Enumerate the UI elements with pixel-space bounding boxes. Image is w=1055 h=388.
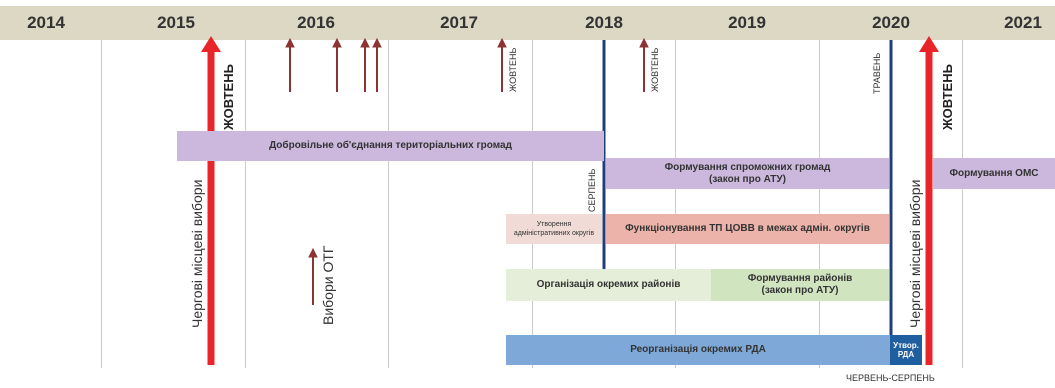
otg-arrowhead-4 [373,39,381,47]
marker-may-2020: ТРАВЕНЬ [872,52,882,94]
otg-elections-arrowhead [309,249,317,257]
otg-arrowhead-6 [640,39,648,47]
marker-october-2015: ЖОВТЕНЬ [221,64,236,130]
election-arrowhead-2020 [919,36,939,52]
footnote-june-august: ЧЕРВЕНЬ-СЕРПЕНЬ [846,373,935,383]
bar-districts-law: Формування районів (закон про АТУ) [711,269,889,301]
marker-october-2018: ЖОВТЕНЬ [650,47,660,92]
bar-oms-formation: Формування ОМС [933,158,1055,189]
otg-arrowhead-5 [498,39,506,47]
marker-october-2017: ЖОВТЕНЬ [508,47,518,92]
election-arrowhead-2015 [201,36,221,52]
bar-admin-districts: Утворення адміністративних округів [506,214,602,244]
marker-october-2020: ЖОВТЕНЬ [940,64,955,130]
year-label-2014: 2014 [27,13,65,32]
bar-tp-tsovv: Функціонування ТП ЦОВВ в межах адмін. округів [606,214,889,244]
bar-create-rda: Утвор. РДА [890,335,922,365]
label-elections-2015: Чергові місцеві вибори [189,179,205,328]
bar-voluntary-unification: Добровільне об'єднання територіальних громад [177,131,604,161]
year-label-2021: 2021 [1004,13,1042,32]
year-label-2017: 2017 [440,13,478,32]
bar-rda-reorganization: Реорганізація окремих РДА [506,335,890,365]
year-label-2019: 2019 [728,13,766,32]
bar-capable-communities: Формування спроможних громад (закон про АТУ) [606,158,889,189]
year-label-2015: 2015 [157,13,195,32]
bar-separate-districts: Організація окремих районів [506,269,711,301]
year-label-2020: 2020 [872,13,910,32]
marker-august-2018: СЕРПЕНЬ [587,168,597,212]
year-label-2018: 2018 [585,13,623,32]
label-elections-2020: Чергові місцеві вибори [907,179,923,328]
otg-arrowhead-3 [361,39,369,47]
otg-arrowhead-2 [333,39,341,47]
label-otg-elections: Вибори ОТГ [320,245,336,325]
year-label-2016: 2016 [297,13,335,32]
otg-arrowhead-1 [286,39,294,47]
